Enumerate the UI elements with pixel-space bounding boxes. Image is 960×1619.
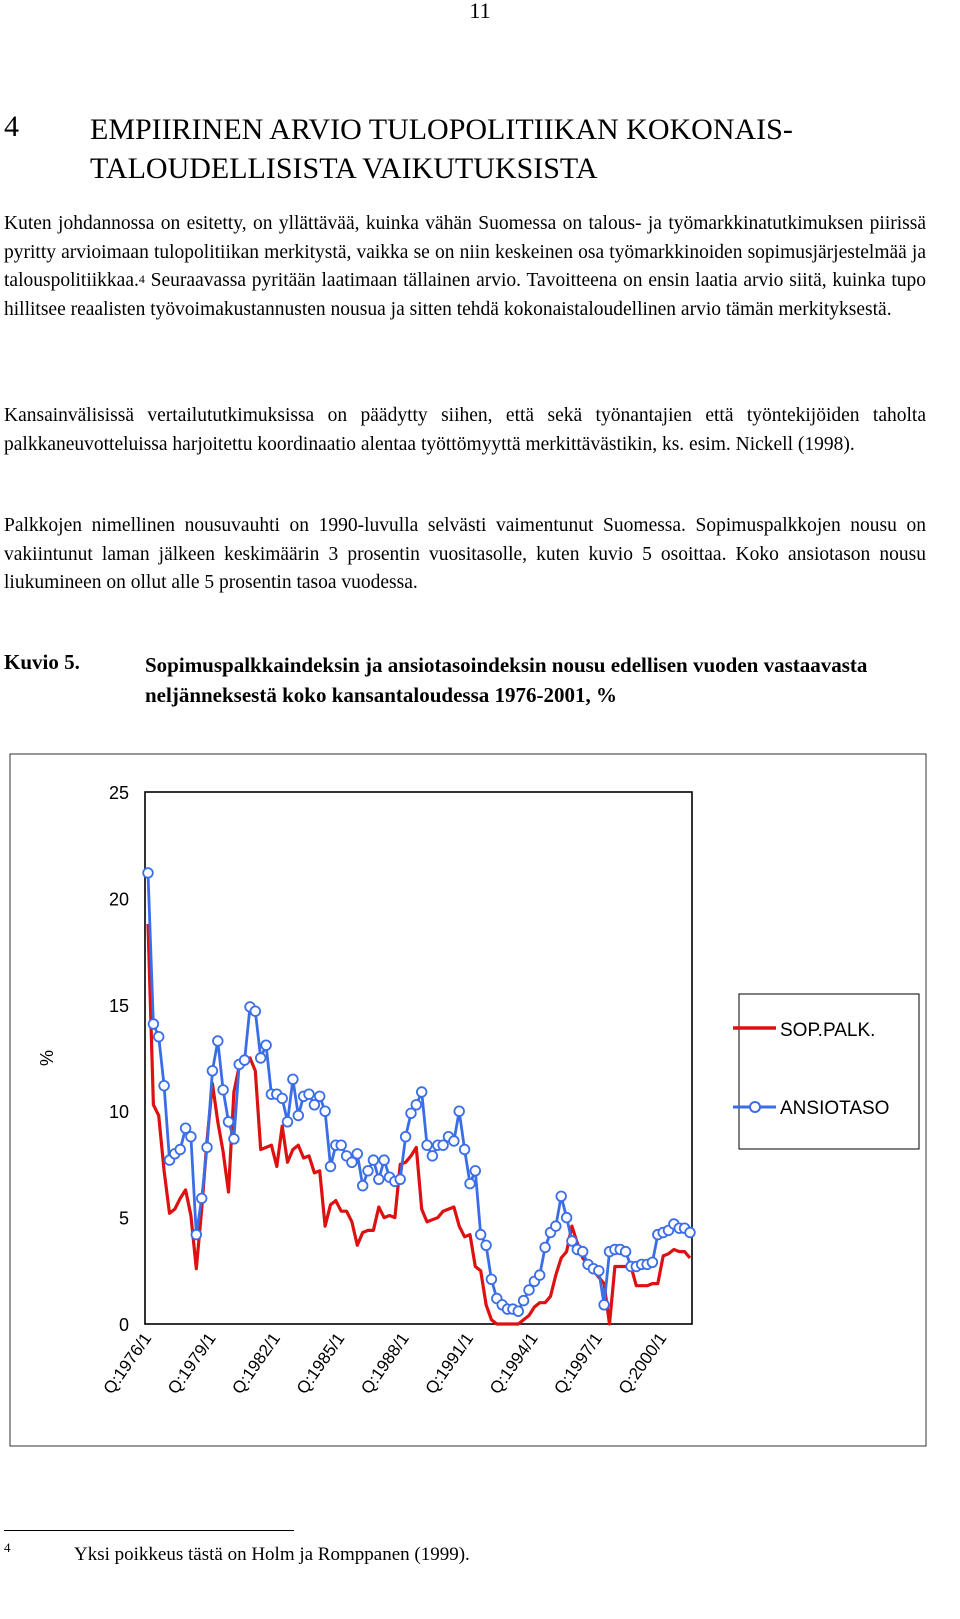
- data-point: [363, 1166, 373, 1176]
- data-point: [551, 1221, 561, 1231]
- data-point: [556, 1192, 566, 1202]
- data-point: [224, 1117, 234, 1127]
- footnote-rule: [4, 1530, 294, 1531]
- page-number: 11: [469, 0, 491, 23]
- section-title-line-1: EMPIIRINEN ARVIO TULOPOLITIIKAN KOKONAIS-: [90, 113, 793, 146]
- data-point: [283, 1117, 293, 1127]
- y-axis-label: %: [37, 1049, 57, 1067]
- data-point: [294, 1111, 304, 1121]
- x-tick-label: Q:1979/1: [163, 1329, 220, 1398]
- x-tick-label: Q:1997/1: [550, 1329, 607, 1398]
- y-tick-label: 20: [108, 889, 129, 910]
- section-number: 4: [4, 110, 19, 143]
- data-point: [481, 1241, 491, 1251]
- paragraph-1-text-a: Kuten johdannossa on esitetty, on yllättävää, kuinka vähän Suomessa on talous- ja työmarkkinatutkimuksen piirissä pyritty arvioimaan tulopolitiikan merkitystä, vaikka se on niin keskeinen osa työmarkkinoiden sopimusjärjestelmää ja talouspolitiikkaa.: [4, 213, 926, 292]
- footnote-ref: 4: [138, 272, 145, 287]
- data-point: [540, 1243, 550, 1253]
- data-point: [261, 1040, 271, 1050]
- data-point: [175, 1145, 185, 1155]
- data-point: [192, 1230, 202, 1240]
- data-point: [395, 1175, 405, 1185]
- data-point: [454, 1106, 464, 1116]
- x-tick-label: Q:1976/1: [99, 1329, 156, 1398]
- legend: [733, 994, 919, 1149]
- legend-label-sop-palk: SOP.PALK.: [780, 1020, 876, 1041]
- data-point: [449, 1136, 459, 1146]
- data-point: [326, 1162, 336, 1172]
- data-point: [251, 1006, 261, 1016]
- data-point: [369, 1155, 379, 1165]
- data-point: [143, 868, 153, 878]
- data-point: [149, 1019, 159, 1029]
- figure-label: Kuvio 5.: [4, 650, 80, 674]
- data-point: [471, 1166, 481, 1176]
- data-point: [487, 1275, 497, 1285]
- data-point: [240, 1055, 250, 1065]
- data-point: [154, 1032, 164, 1042]
- data-point: [422, 1140, 432, 1150]
- y-tick-label: 10: [108, 1102, 129, 1123]
- footnote-mark: 4: [4, 1540, 11, 1555]
- paragraph-1-text-b: Seuraavassa pyritään laatimaan tällainen arvio. Tavoitteena on ensin laatia arvio siitä, kuinka tupo hillitsee reaalisten työvoimakustannusten nousua ja sitten tehdä kokonaistaloudellinen arvio tämän merkityksestä.: [4, 270, 926, 320]
- data-point: [562, 1213, 572, 1223]
- data-point: [578, 1247, 588, 1257]
- data-point: [594, 1266, 604, 1276]
- data-point: [476, 1230, 486, 1240]
- data-point: [417, 1087, 427, 1097]
- data-point: [218, 1085, 228, 1095]
- data-point: [412, 1100, 422, 1110]
- data-point: [277, 1094, 287, 1104]
- data-point: [213, 1036, 223, 1046]
- data-point: [519, 1296, 529, 1306]
- data-point: [428, 1151, 438, 1161]
- data-point: [159, 1081, 169, 1091]
- y-tick-label: 15: [108, 995, 129, 1016]
- y-tick-label: 25: [108, 783, 129, 803]
- data-point: [379, 1155, 389, 1165]
- data-point: [648, 1258, 658, 1268]
- data-point: [229, 1134, 239, 1144]
- y-tick-label: 5: [118, 1208, 129, 1229]
- x-tick-label: Q:1991/1: [421, 1329, 478, 1398]
- data-point: [401, 1132, 411, 1142]
- data-point: [288, 1075, 298, 1085]
- paragraph-2: Kansainvälisissä vertailututkimuksissa on päädytty siihen, että sekä työnantajien että työntekijöiden taholta palkkaneuvotteluissa harjoitettu koordinaatio alentaa työttömyyttä merkittävästikin, ks. esim. Nickell (1998).: [4, 405, 926, 455]
- paragraph-3: Palkkojen nimellinen nousuvauhti on 1990-luvulla selvästi vaimentunut Suomessa. Sopimuspalkkojen nousu on vakiintunut laman jälkeen keskimäärin 3 prosentin vuositasolle, kuten kuvio 5 osoittaa. Koko ansiotason nousu liukumineen on ollut alle 5 prosentin tasoa vuodessa.: [4, 515, 926, 594]
- data-point: [685, 1228, 695, 1238]
- data-point: [514, 1306, 524, 1316]
- data-point: [336, 1140, 346, 1150]
- x-tick-label: Q:2000/1: [614, 1329, 671, 1398]
- legend-marker-ansiotaso: [750, 1102, 760, 1112]
- section-title-line-2: TALOUDELLISISTA VAIKUTUKSISTA: [90, 152, 598, 185]
- data-point: [460, 1145, 470, 1155]
- data-point: [353, 1149, 363, 1159]
- paragraph-1: [4, 210, 926, 324]
- data-point: [202, 1143, 212, 1153]
- y-tick-label: 0: [118, 1315, 129, 1335]
- x-tick-label: Q:1988/1: [357, 1329, 413, 1398]
- section-title: [90, 110, 930, 188]
- x-tick-label: Q:1985/1: [292, 1329, 349, 1398]
- data-point: [197, 1194, 207, 1204]
- data-point: [374, 1175, 384, 1185]
- data-point: [208, 1066, 218, 1076]
- data-point: [315, 1092, 325, 1102]
- data-point: [256, 1053, 266, 1063]
- data-point: [186, 1132, 196, 1142]
- legend-box: [739, 994, 919, 1149]
- legend-label-ansiotaso: ANSIOTASO: [780, 1098, 890, 1119]
- figure-title: Sopimuspalkkaindeksin ja ansiotasoindeksin nousu edellisen vuoden vastaavasta neljänneksestä koko kansantaloudessa 1976-2001, %: [145, 653, 868, 707]
- footnote-text: Yksi poikkeus tästä on Holm ja Romppanen (1999).: [74, 1544, 470, 1565]
- x-tick-label: Q:1982/1: [228, 1329, 285, 1398]
- data-point: [465, 1179, 475, 1189]
- data-point: [599, 1300, 609, 1310]
- data-point: [320, 1106, 330, 1116]
- x-tick-label: Q:1994/1: [485, 1329, 542, 1398]
- data-point: [358, 1181, 368, 1191]
- line-chart: [0, 740, 960, 1460]
- data-point: [304, 1089, 314, 1099]
- data-point: [535, 1270, 545, 1280]
- data-point: [621, 1247, 631, 1257]
